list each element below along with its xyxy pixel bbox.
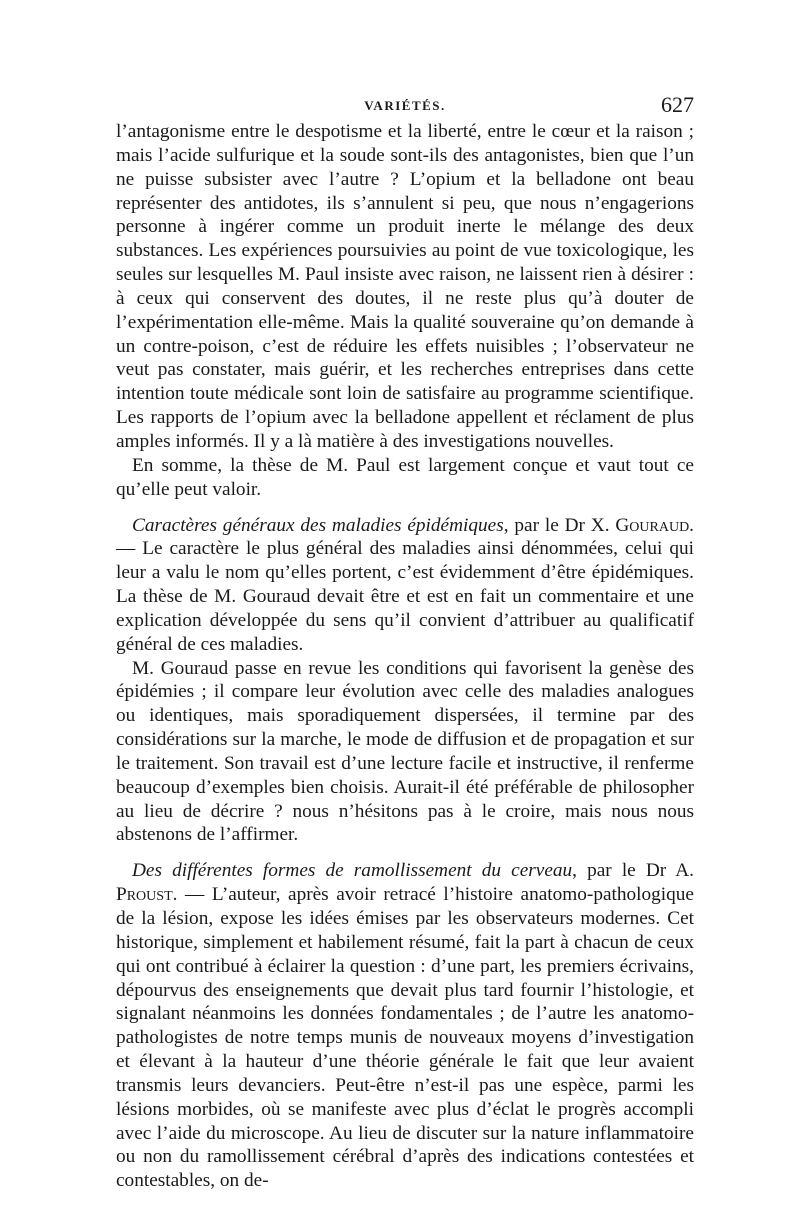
review-entry-gouraud	[116, 514, 694, 657]
section-gap	[116, 847, 694, 859]
paragraph-text: — L’auteur, après avoir retracé l’histoire anatomo-pathologique de la lésion, expose les idées émises par les observateurs modernes. Cet historique, simplement et habilement résumé, fait la part à chacun de ceux qui ont contribué à éclairer la question : d’une part, les premiers écrivains, dépourvus des enseignements que devait plus tard fournir l’histologie, et signalant néanmoins les données fondamentales ; de l’autre les anatomo-pathologistes de notre temps munis de nouveaux moyens d’investigation et élevant à la hauteur d’une théorie générale le fait que leur avaient transmis leurs devanciers. Peut-être n’est-il pas une espèce, parmi les lésions morbides, où se manifeste avec plus d’éclat le progrès accompli avec l’aide du microscope. Au lieu de discuter sur la nature inflammatoire ou non du ramollissement cérébral d’après des indications contestées et contestables, on de-	[116, 884, 694, 1192]
paragraph: En somme, la thèse de M. Paul est largement conçue et vaut tout ce qu’elle peut valoir.	[116, 454, 694, 500]
running-head-title: VARIÉTÉS.	[364, 98, 446, 113]
section-gap	[116, 502, 694, 514]
author-name: Gouraud.	[615, 514, 694, 536]
paragraph-text: — Le caractère le plus général des maladies ainsi dénommées, celui qui leur a valu le nom qu’elles portent, c’est évidemment d’être épidémiques. La thèse de M. Gouraud devait être et est en fait un commentaire et une explication développée du sens qu’il convient d’attribuer au qualificatif général de ces maladies.	[116, 538, 694, 655]
byline-prefix: , par le Dr X.	[503, 514, 616, 536]
byline-prefix: , par le Dr A.	[572, 860, 694, 882]
page-number: 627	[661, 92, 694, 117]
review-entry-proust	[116, 859, 694, 1193]
body-text	[116, 120, 694, 1193]
paragraph: l’antagonisme entre le despotisme et la liberté, entre le cœur et la raison ; mais l’acide sulfurique et la soude sont-ils des antagonistes, bien que l’un ne puisse subsister avec l’autre ? L’opium et la belladone ont beau représenter des antidotes, ils s’annulent si peu, que nous n’engagerions personne à ingérer comme un produit inerte le mélange des deux substances. Les expériences poursuivies au point de vue toxicologique, les seules sur lesquelles M. Paul insiste avec raison, ne laissent rien à désirer : à ceux qui conservent des doutes, il ne reste plus qu’à douter de l’expérimentation elle-même. Mais la qualité souveraine qu’on demande à un contre-poison, c’est de réduire les effets nuisibles ; l’observateur ne veut pas constater, mais guérir, et les recherches entreprises dans cette intention toute médicale sont loin de satisfaire au programme scientifique. Les rapports de l’opium avec la belladone appellent et réclament de plus amples informés. Il y a là matière à des investigations nouvelles.	[116, 121, 694, 452]
review-title: Caractères généraux des maladies épidémiques	[132, 514, 504, 536]
author-name: Proust.	[116, 884, 178, 906]
review-title: Des différentes formes de ramollissement du cerveau	[132, 860, 573, 882]
running-head	[116, 92, 694, 120]
page	[116, 92, 694, 1193]
paragraph: M. Gouraud passe en revue les conditions qui favorisent la genèse des épidémies ; il compare leur évolution avec celle des maladies analogues ou identiques, mais sporadiquement dispersées, il termine par des considérations sur la marche, le mode de diffusion et de propagation et sur le traitement. Son travail est d’une lecture facile et instructive, il renferme beaucoup d’exemples bien choisis. Aurait-il été préférable de philosopher au lieu de décrire ? nous n’hésitons pas à le croire, mais nous nous abstenons de l’affirmer.	[116, 657, 694, 846]
